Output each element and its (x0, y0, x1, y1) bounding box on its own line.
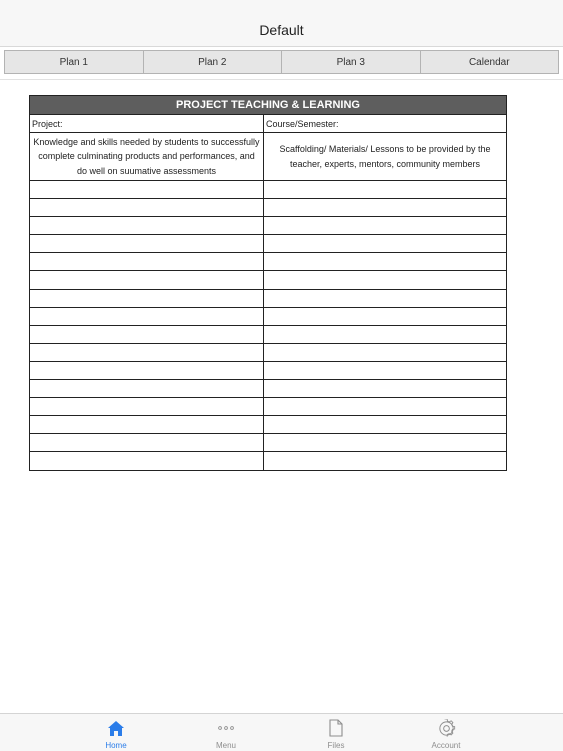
knowledge-skills-header: Knowledge and skills needed by students to successfully complete culminating products and performances, and do well on suumative assessments (30, 133, 264, 180)
table-row (30, 308, 506, 326)
table-row (30, 181, 506, 199)
scaffolding-cell[interactable] (264, 235, 506, 252)
table-row (30, 362, 506, 380)
tab-plan-2[interactable]: Plan 2 (143, 50, 283, 74)
table-row (30, 452, 506, 469)
knowledge-skills-cell[interactable] (30, 199, 264, 216)
blank-rows (30, 181, 506, 470)
tab-menu[interactable] (196, 714, 256, 751)
scaffolding-cell[interactable] (264, 452, 506, 469)
scaffolding-cell[interactable] (264, 271, 506, 288)
table-row (30, 217, 506, 235)
column-header-row (30, 133, 506, 181)
sheet-title: PROJECT TEACHING & LEARNING (30, 96, 506, 115)
knowledge-skills-cell[interactable] (30, 362, 264, 379)
meta-row (30, 115, 506, 133)
knowledge-skills-cell[interactable] (30, 181, 264, 198)
tab-calendar[interactable]: Calendar (420, 50, 560, 74)
course-semester-field[interactable]: Course/Semester: (266, 118, 339, 129)
knowledge-skills-cell[interactable] (30, 326, 264, 343)
tab-home[interactable] (86, 714, 146, 751)
more-icon (217, 718, 235, 738)
scaffolding-cell[interactable] (264, 344, 506, 361)
scaffolding-cell[interactable] (264, 434, 506, 451)
knowledge-skills-cell[interactable] (30, 253, 264, 270)
knowledge-skills-cell[interactable] (30, 398, 264, 415)
scaffolding-cell[interactable] (264, 199, 506, 216)
bottom-tab-bar (0, 713, 563, 751)
table-row (30, 398, 506, 416)
scaffolding-cell[interactable] (264, 253, 506, 270)
tab-account[interactable] (416, 714, 476, 751)
scaffolding-cell[interactable] (264, 308, 506, 325)
nav-bar (0, 0, 563, 47)
table-row (30, 344, 506, 362)
scaffolding-cell[interactable] (264, 362, 506, 379)
scaffolding-cell[interactable] (264, 181, 506, 198)
file-icon (329, 718, 343, 738)
project-field[interactable]: Project: (30, 115, 264, 132)
scaffolding-cell[interactable] (264, 398, 506, 415)
tab-plan-1[interactable]: Plan 1 (4, 50, 144, 74)
table-row (30, 326, 506, 344)
gear-icon (437, 718, 456, 738)
table-row (30, 253, 506, 271)
table-row (30, 235, 506, 253)
table-row (30, 271, 506, 289)
tab-home-label: Home (105, 741, 127, 750)
tab-account-label: Account (431, 741, 461, 750)
scaffolding-cell[interactable] (264, 416, 506, 433)
knowledge-skills-cell[interactable] (30, 416, 264, 433)
knowledge-skills-cell[interactable] (30, 290, 264, 307)
table-row (30, 416, 506, 434)
knowledge-skills-cell[interactable] (30, 271, 264, 288)
knowledge-skills-cell[interactable] (30, 344, 264, 361)
scaffolding-cell[interactable] (264, 326, 506, 343)
table-row (30, 380, 506, 398)
knowledge-skills-cell[interactable] (30, 380, 264, 397)
planning-sheet (29, 95, 507, 471)
tab-files[interactable] (306, 714, 366, 751)
divider (0, 79, 563, 80)
knowledge-skills-cell[interactable] (30, 452, 264, 469)
scaffolding-cell[interactable] (264, 380, 506, 397)
table-row (30, 199, 506, 217)
plan-tabs (4, 50, 559, 74)
tab-menu-label: Menu (215, 741, 236, 750)
scaffolding-cell[interactable] (264, 290, 506, 307)
knowledge-skills-cell[interactable] (30, 308, 264, 325)
knowledge-skills-cell[interactable] (30, 217, 264, 234)
knowledge-skills-cell[interactable] (30, 434, 264, 451)
scaffolding-header: Scaffolding/ Materials/ Lessons to be provided by the teacher, experts, mentors, community members (279, 144, 491, 169)
home-icon (107, 718, 125, 738)
tab-plan-3[interactable]: Plan 3 (281, 50, 421, 74)
table-row (30, 290, 506, 308)
tab-files-label: Files (327, 741, 345, 750)
knowledge-skills-cell[interactable] (30, 235, 264, 252)
scaffolding-cell[interactable] (264, 217, 506, 234)
page-title: Default (259, 22, 304, 38)
table-row (30, 434, 506, 452)
